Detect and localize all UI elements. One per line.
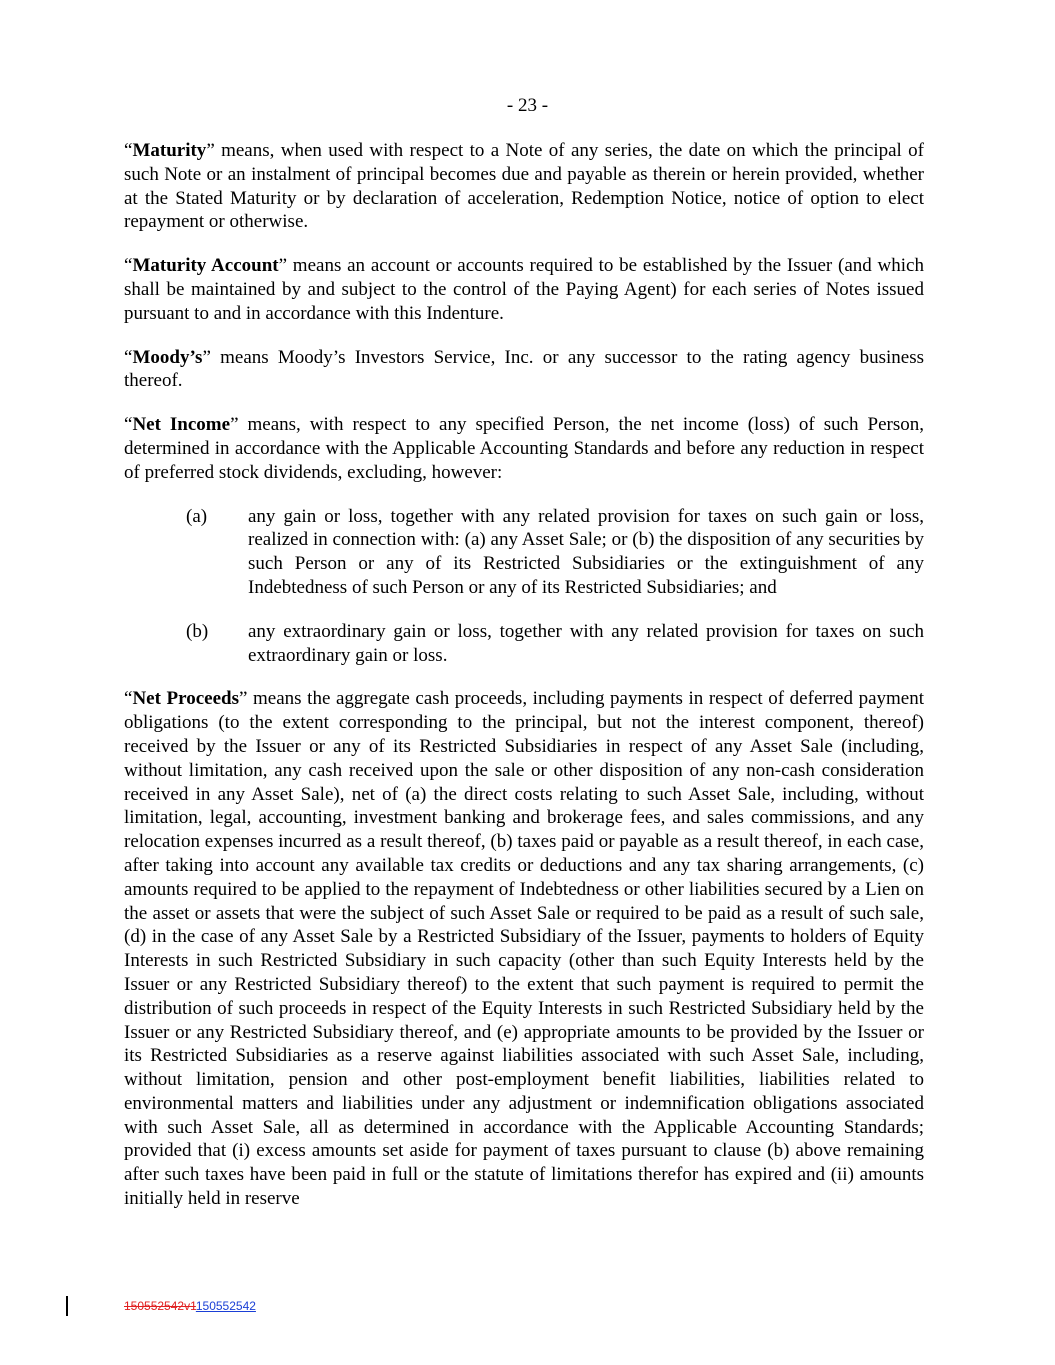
defined-term: Moody’s — [132, 346, 203, 368]
definition-text: means, when used with respect to a Note of any series, the date on which the principal of such Note or an instalment of principal becomes due and payable as therein or herein provided, whether at the Stated Maturity or by declaration of acceleration, Redemption Notice, notice of option to elect repayment or otherwise. — [124, 140, 924, 233]
page-number: - 23 - — [506, 95, 549, 116]
revision-change-bar — [66, 1296, 68, 1316]
definition-text: means an account or accounts required to be established by the Issuer (and which shall be maintained by and subject to the control of the Paying Agent) for each series of Notes issued pursuant to and in accordance with this Indenture. — [124, 255, 924, 324]
clause-text: any extraordinary gain or loss, together with any related provision for taxes on such extraordinary gain or loss. — [248, 620, 924, 666]
definition-moodys — [124, 346, 924, 394]
open-quote: “ — [124, 346, 133, 368]
document-id-footer — [124, 1299, 256, 1313]
close-quote: ” — [230, 414, 239, 436]
definition-maturity-account — [124, 254, 924, 325]
definition-maturity — [124, 139, 924, 234]
defined-term: Maturity Account — [132, 255, 279, 277]
definition-text: means, with respect to any specified Person, the net income (loss) of such Person, determined in accordance with the Applicable Accounting Standards and before any reduction in respect of preferred stock dividends, excluding, however: — [124, 414, 925, 483]
close-quote: ” — [238, 688, 248, 710]
document-body — [124, 139, 924, 1231]
defined-term: Net Proceeds — [132, 688, 239, 710]
clause-label: (a) — [186, 505, 208, 527]
definition-text: means the aggregate cash proceeds, including payments in respect of deferred payment obligations (to the extent corresponding to the principal, but not the interest component, thereof) received by the Issuer or any of its Restricted Subsidiaries in respect of any Asset Sale (including, without limitation, any cash received upon the sale or other disposition of any non-cash consideration received in any Asset Sale), net of (a) the direct costs relating to such Asset Sale, including, without limitation, legal, accounting, investment banking and brokerage fees, and sales commissions, and any relocation expenses incurred as a result thereof, (b) taxes paid or payable as a result thereof, in each case, after taking into account any available tax credits or deductions and any tax sharing arrangements, (c) amounts required to be applied to the repayment of Indebtedness or other liabilities secured by a Lien on the asset or assets that were the subject of such Asset Sale or required to be paid as a result of such sale, (d) in the case of any Asset Sale by a Restricted Subsidiary of the Issuer, payments to holders of Equity Interests in such Restricted Subsidiary in such capacity (other than such Equity Interests held by the Issuer or any Restricted Subsidiary thereof) to the extent that such payment is required to permit the distribution of such proceeds in respect of the Equity Interests in such Restricted Subsidiary held by the Issuer or any Restricted Subsidiary thereof, and (e) appropriate amounts to be provided by the Issuer or its Restricted Subsidiaries as a reserve against liabilities associated with such Asset Sale, including, without limitation, pension and other post-employment benefit liabilities, liabilities related to environmental matters and liabilities under any adjustment or indemnification obligations associated with such Asset Sale, all as determined in accordance with the Applicable Accounting Standards; provided that (i) excess amounts set aside for payment of taxes pursuant to clause (b) above remaining after such taxes have been paid in full or the statute of limitations therefor has expired and (ii) amounts initially held in reserve — [124, 688, 924, 1210]
close-quote: ” — [278, 255, 288, 277]
definition-net-income — [124, 413, 924, 484]
defined-term: Maturity — [132, 140, 207, 161]
clause-text: any gain or loss, together with any related provision for taxes on such gain or loss, realized in connection with: (a) any Asset Sale; or (b) the disposition of any securities by such Person or any of its Restricted Subsidiaries or the extinguishment of any Indebtedness of such Person or any of its Restricted Subsidiaries; and — [248, 505, 924, 598]
open-quote: “ — [124, 688, 133, 710]
clause-label: (b) — [186, 620, 209, 642]
close-quote: ” — [206, 140, 215, 161]
definition-text: means Moody’s Investors Service, Inc. or any successor to the rating agency business thereof. — [124, 346, 924, 392]
net-income-clause-a — [124, 505, 924, 600]
open-quote: “ — [124, 414, 133, 436]
inserted-document-id: 150552542 — [195, 1299, 256, 1313]
open-quote: “ — [124, 255, 133, 277]
open-quote: “ — [124, 140, 133, 161]
net-income-clause-b — [124, 620, 924, 668]
defined-term: Net Income — [132, 414, 231, 436]
deleted-document-id: 150552542v1 — [124, 1299, 196, 1313]
close-quote: ” — [202, 346, 211, 368]
definition-net-proceeds — [124, 687, 924, 1211]
